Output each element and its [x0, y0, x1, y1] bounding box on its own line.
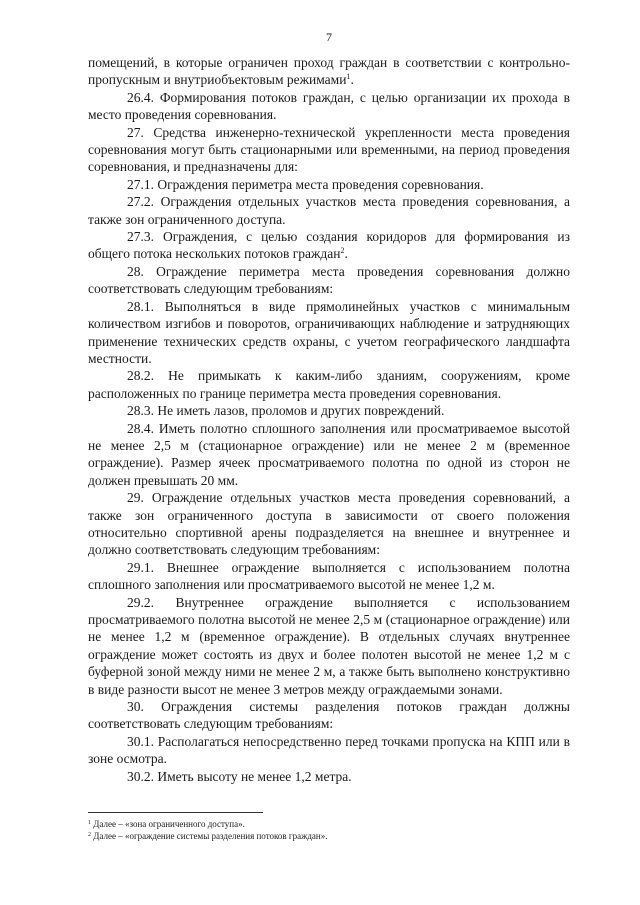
page-number: 7 [326, 30, 332, 44]
paragraph-28: 28. Ограждение периметра места проведения соревнования должно соответствовать следующим требованиям: [88, 263, 570, 297]
footnotes [88, 812, 570, 842]
paragraph-28-2: 28.2. Не примыкать к каким-либо зданиям, сооружениям, кроме расположенных по границе периметра места проведения соревнования. [88, 368, 570, 401]
paragraph-27-2: 27.2. Ограждения отдельных участков места проведения соревнования, а также зон ограниченного доступа. [88, 194, 570, 227]
paragraph-29-1: 29.1. Внешнее ограждение выполняется с использованием полотна сплошного заполнения или просматриваемого высотой не менее 1,2 м. [88, 559, 570, 593]
document-body [88, 54, 570, 785]
footnote-separator [88, 812, 263, 813]
footnote-1: $^1$ Далее – «зона ограниченного доступа». [88, 819, 245, 829]
paragraph-27: 27. Средства инженерно-технической укрепленности места проведения соревнования могут быть стационарными или временными, на период проведения соревнования, и предназначены для: [88, 124, 570, 175]
paragraph-30-1: 30.1. Располагаться непосредственно перед точками пропуска на КПП или в зоне осмотра. [88, 733, 570, 767]
paragraph-continuation: помещений, в которые ограничен проход граждан в соответствии с контрольно-пропускным и внутриобъектовым режимами$^1$. [88, 55, 570, 88]
footnote-ref: 2 [340, 246, 345, 256]
paragraph-29-2: 29.2. Внутреннее ограждение выполняется с использованием просматриваемого полотна высотой не менее 2,5 м (стационарное ограждение) или не менее 1,2 м (временное ограждение). В отдельных случаях внутреннее ограждение может состоять из двух и более полотен высотой не менее 1,2 м с буферной зоной между ними не менее 2 м, а также быть выполнено конструктивно в виде разности высот не менее 3 метров между ограждаемыми зонами. [88, 594, 570, 697]
paragraph-28-4: 28.4. Иметь полотно сплошного заполнения или просматриваемое высотой не менее 2,5 м (стационарное ограждение) или не менее 2 м (временное ограждение). Размер ячеек просматриваемого полотна по одной из сторон не должен превышать 20 мм. [88, 420, 570, 488]
paragraph-27-3: 27.3. Ограждения, с целью создания коридоров для формирования из общего потока нескольких потоков граждан$^2$. [88, 229, 570, 262]
paragraph-30-2: 30.2. Иметь высоту не менее 1,2 метра. [127, 768, 352, 784]
footnote-2: $^2$ Далее – «ограждение системы разделения потоков граждан». [88, 831, 328, 841]
paragraph-29: 29. Ограждение отдельных участков места проведения соревнований, а также зон ограниченного доступа в зависимости от своего положения относительно спортивной арены подразделяется на внешнее и внутреннее и должно соответствовать следующим требованиям: [88, 490, 570, 558]
paragraph-27-1: 27.1. Ограждения периметра места проведения соревнования. [127, 176, 484, 192]
paragraph-28-3: 28.3. Не иметь лазов, проломов и других повреждений. [127, 403, 445, 419]
paragraph-26-4: 26.4. Формирования потоков граждан, с целью организации их прохода в место проведения соревнования. [88, 89, 570, 123]
paragraph-30: 30. Ограждения системы разделения потоков граждан должны соответствовать следующим требованиям: [88, 699, 570, 732]
paragraph-28-1: 28.1. Выполняться в виде прямолинейных участков с минимальным количеством изгибов и поворотов, ограничивающих наблюдение и затрудняющих применение технических средств охраны, с учетом географического ландшафта местности. [88, 298, 570, 366]
footnote-ref: 1 [346, 72, 351, 82]
